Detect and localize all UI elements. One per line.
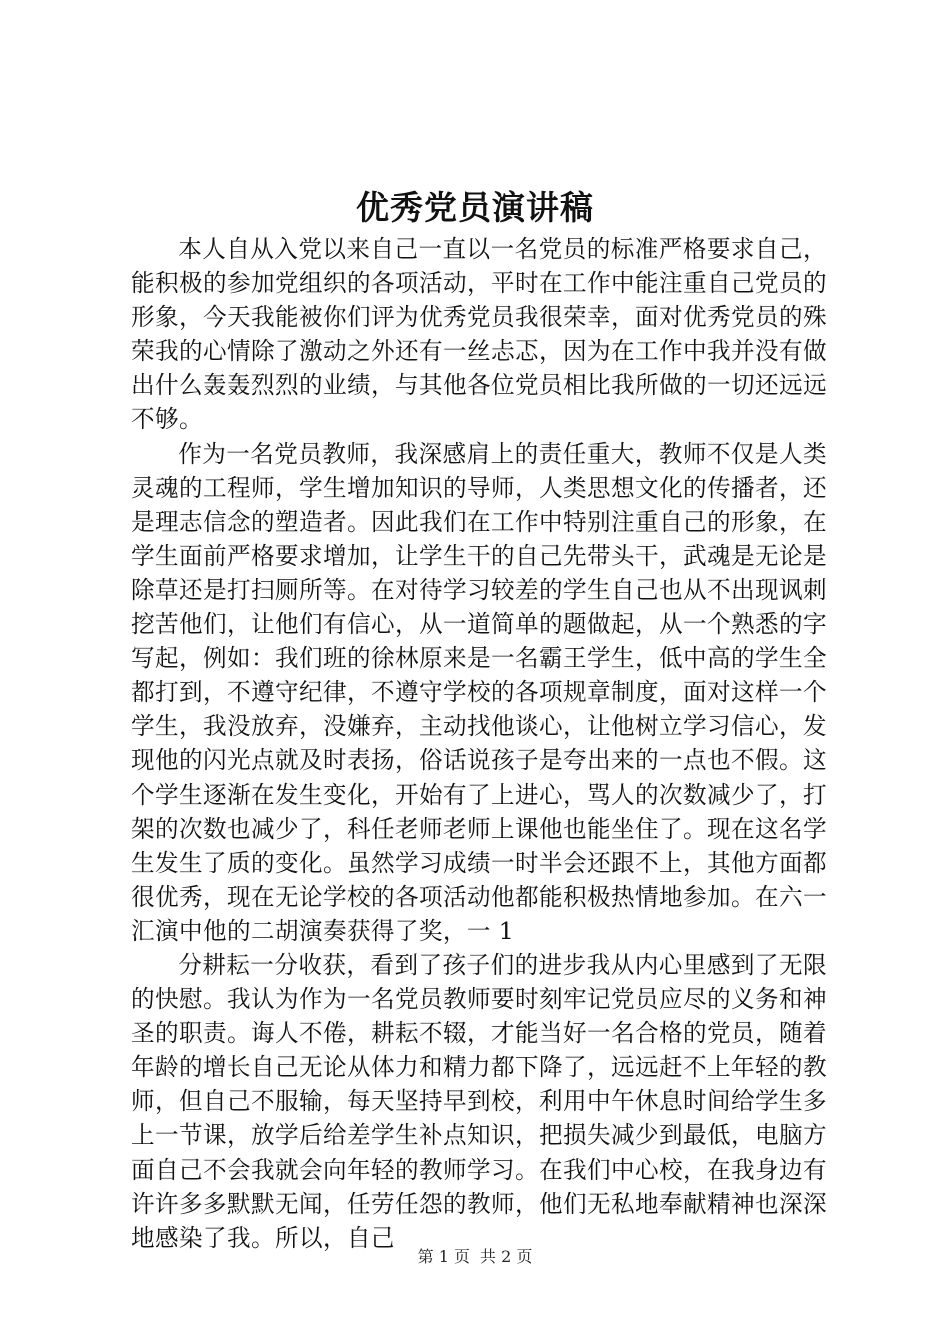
page-number: 第 1 页 bbox=[417, 1247, 470, 1266]
page-total: 共 2 页 bbox=[480, 1247, 533, 1266]
document-body bbox=[131, 232, 827, 1255]
paragraph-3: 分耕耘一分收获，看到了孩子们的进步我从内心里感到了无限的快慰。我认为作为一名党员教师要时刻牢记党员应尽的义务和神圣的职责。诲人不倦，耕耘不辍，才能当好一名合格的党员，随着年龄的增长自己无论从体力和精力都下降了，远远赶不上年轻的教师，但自己不服输，每天坚持早到校，利用中午休息时间给学生多上一节课，放学后给差学生补点知识，把损失减少到最低，电脑方面自己不会我就会向年轻的教师学习。在我们中心校，在我身边有许许多多默默无闻，任劳任怨的教师，他们无私地奉献精神也深深地感染了我。所以，自己 bbox=[131, 950, 827, 1252]
page-footer bbox=[0, 1246, 950, 1268]
document-title: 优秀党员演讲稿 bbox=[356, 188, 594, 227]
paragraph-2: 作为一名党员教师，我深感肩上的责任重大，教师不仅是人类灵魂的工程师，学生增加知识的导师，人类思想文化的传播者，还是理志信念的塑造者。因此我们在工作中特别注重自己的形象，在学生面前严格要求增加，让学生干的自己先带头干，武魂是无论是除草还是打扫厕所等。在对待学习较差的学生自己也从不出现讽刺挖苦他们，让他们有信心，从一道简单的题做起，从一个熟悉的字写起，例如：我们班的徐林原来是一名霸王学生，低中高的学生全都打到，不遵守纪律，不遵守学校的各项规章制度，面对这样一个学生，我没放弃，没嫌弃，主动找他谈心，让他树立学习信心，发现他的闪光点就及时表扬，俗话说孩子是夸出来的一点也不假。这个学生逐渐在发生变化，开始有了上进心，骂人的次数减少了，打架的次数也减少了，科任老师老师上课他也能坐住了。现在这名学生发生了质的变化。虽然学习成绩一时半会还跟不上，其他方面都很优秀，现在无论学校的各项活动他都能积极热情地参加。在六一汇演中他的二胡演奏获得了奖，一 1 bbox=[131, 439, 827, 945]
paragraph-1: 本人自从入党以来自己一直以一名党员的标准严格要求自己，能积极的参加党组织的各项活动，平时在工作中能注重自己党员的形象，今天我能被你们评为优秀党员我很荣幸，面对优秀党员的殊荣我的心情除了激动之外还有一丝忐忑，因为在工作中我并没有做出什么轰轰烈烈的业绩，与其他各位党员相比我所做的一切还远远不够。 bbox=[131, 235, 827, 434]
